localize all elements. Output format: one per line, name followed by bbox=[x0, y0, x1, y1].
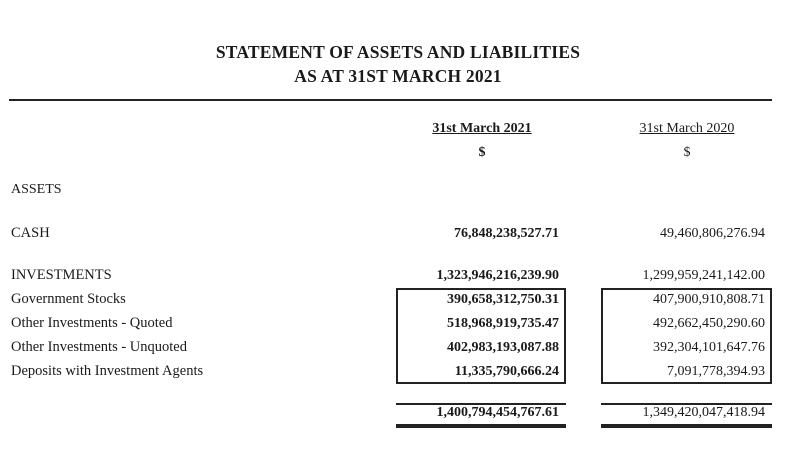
investments-2021: 1,323,946,216,239.90 bbox=[436, 268, 559, 283]
investments-label: INVESTMENTS bbox=[11, 267, 112, 283]
breakdown-label: Other Investments - Quoted bbox=[11, 315, 173, 331]
breakdown-label: Deposits with Investment Agents bbox=[11, 363, 204, 379]
investments-2020: 1,299,959,241,142.00 bbox=[642, 268, 765, 283]
total-2020: 1,349,420,047,418.94 bbox=[642, 405, 765, 420]
breakdown-2021: 402,983,193,087.88 bbox=[447, 340, 559, 355]
breakdown-2021: 518,968,919,735.47 bbox=[447, 316, 559, 331]
header-divider bbox=[9, 99, 772, 101]
total-bottom-rule-2021 bbox=[396, 424, 566, 428]
breakdown-2020: 407,900,910,808.71 bbox=[653, 292, 765, 307]
breakdown-2021: 11,335,790,666.24 bbox=[454, 364, 559, 379]
total-2021: 1,400,794,454,767.61 bbox=[436, 405, 559, 420]
breakdown-2020: 492,662,450,290.60 bbox=[653, 316, 765, 331]
breakdown-2020: 392,304,101,647.76 bbox=[653, 340, 765, 355]
statement-date: AS AT 31ST MARCH 2021 bbox=[294, 66, 502, 86]
breakdown-2020: 7,091,778,394.93 bbox=[667, 364, 765, 379]
cash-2021: 76,848,238,527.71 bbox=[454, 226, 559, 241]
currency-2021: $ bbox=[478, 145, 486, 160]
cash-label: CASH bbox=[11, 225, 50, 241]
currency-2020: $ bbox=[683, 145, 691, 160]
column-header-2020: 31st March 2020 bbox=[639, 121, 735, 136]
breakdown-label: Other Investments - Unquoted bbox=[11, 339, 187, 355]
cash-2020: 49,460,806,276.94 bbox=[660, 226, 765, 241]
breakdown-2021: 390,658,312,750.31 bbox=[447, 292, 559, 307]
statement-title: STATEMENT OF ASSETS AND LIABILITIES bbox=[215, 42, 581, 62]
total-bottom-rule-2020 bbox=[601, 424, 772, 428]
column-header-2021: 31st March 2021 bbox=[432, 121, 532, 136]
assets-heading: ASSETS bbox=[11, 182, 62, 197]
breakdown-label: Government Stocks bbox=[11, 291, 126, 307]
